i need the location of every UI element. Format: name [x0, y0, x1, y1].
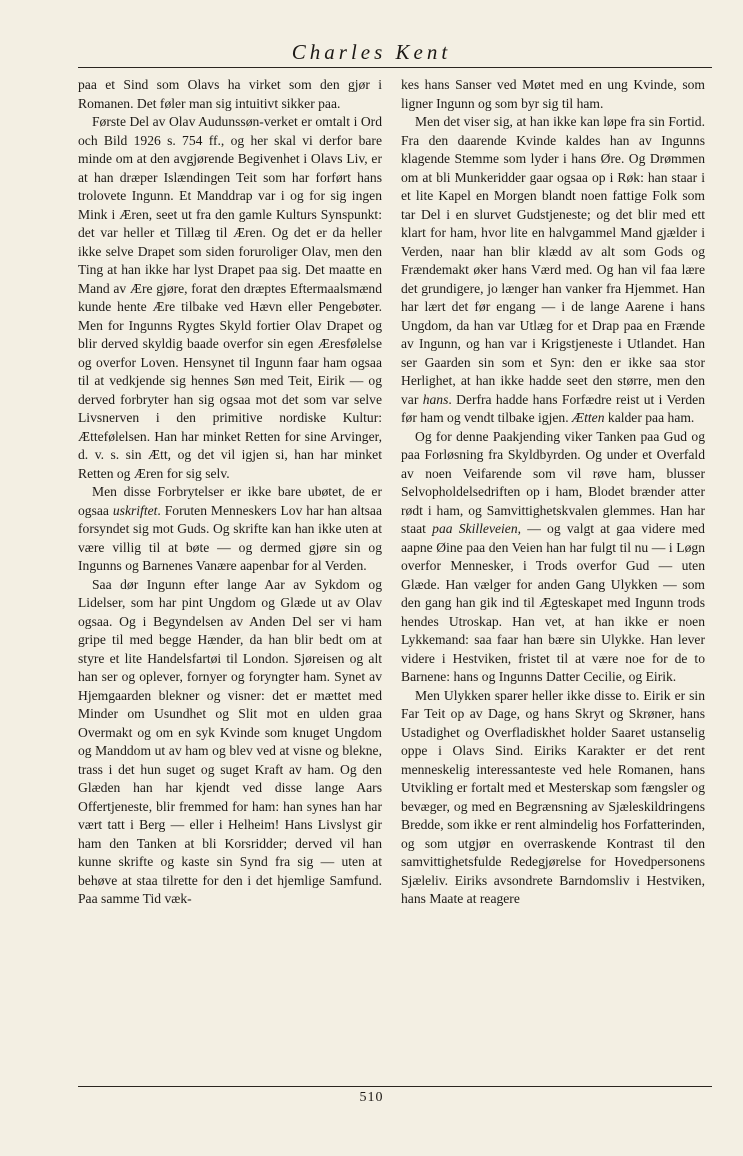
page-number: 510 [359, 1090, 384, 1105]
emphasized-text: uskriftet [112, 502, 158, 518]
text-run: Og for denne Paakjending viker Tanken paa Gud og paa Forløsning fra Skyldbyrden. Og under et Overfald av noen Veifarende som vil røve ham, blusser Selvopholdelsedriften op i ham, Blodet brænder atter rødt i ham, og Samvittighetskvalen glemmes. Han har staat [401, 428, 705, 536]
text-run: Men det viser sig, at han ikke kan løpe fra sin Fortid. Fra den daarende Kvinde kaldes han av Ingunns klagende Stemme som lyder i hans Øre. Og Drømmen om at bli Munkeridder gaar ogsaa op i Røk: han staar i et lite Kapel en Morgen blandt noen fattige Folk som tar Del i en slurvet Gudstjeneste; og det blir med ett klart for ham, hvor lite en halvgammel Mand gjælder i Verden, naar han blir klædd av alt som Gods og Frændemakt øker hans Værd med. Og han vil faa lære det grundigere, jo længer han vanker fra Hjemmet. Han har lært det før engang — i de lange Aarene i hans Ungdom, da han var Utlæg for et Drap paa en Frænde av Ingunn, og han var i Krigstjeneste i Utlandet. Han ser Gaarden sin som et Syn: den er ikke saa stor Herlighet, at han ikke hadde seet den større, men den var [401, 114, 705, 407]
paragraph [78, 576, 382, 909]
paragraph [78, 113, 382, 483]
emphasized-text: paa Skilleveien [432, 521, 518, 536]
paragraph [401, 113, 705, 428]
paragraph [78, 483, 382, 576]
left-text-column [78, 76, 382, 909]
right-text-column [401, 76, 705, 909]
text-run: paa et Sind som Olavs ha virket som den gjør i Romanen. Det føler man sig intuitivt sikker paa. [78, 77, 382, 111]
text-run: Men Ulykken sparer heller ikke disse to. Eirik er sin Far Teit op av Dage, og hans Skryt og Skrøner, hans Ustadighet og Overfladiskhet holder Saaret ustanselig oppe i Olavs Sind. Eiriks Karakter er det rent menneskelig interessanteste ved hele Romanen, hans Utvikling er fortalt med et Mesterskap som fængsler og bevæger, og med en Begrænsning av Sjæleskildringens Bredde, som ikke er rent almindelig hos Forfatterinden, og som utgjør en overraskende Kontrast til den samvittighetsfulde Redegjørelse for Hovedpersonens Sjæleliv. Eiriks avsondrete Barndomsliv i Hestviken, hans Maate at reagere [401, 687, 705, 906]
continued-paragraph [78, 76, 382, 113]
text-run: kes hans Sanser ved Møtet med en ung Kvinde, som ligner Ingunn og som byr sig til ham. [401, 77, 705, 111]
running-header: Charles Kent [291, 40, 452, 64]
paragraph [401, 687, 705, 909]
text-run: . Foruten Menneskers Lov har han altsaa forsyndet sig mot Guds. Og skrifte kan han ikke uten at være villig til at bøte — og dermed gjøre sin og Ingunns og Barnenes Vanære aapenbar for al Verden. [78, 502, 382, 573]
emphasized-text: Ætten [572, 410, 605, 425]
text-run: . Derfra hadde hans Forfædre reist ut i Verden før ham og vendt tilbake igjen. [401, 391, 705, 425]
continued-paragraph [401, 76, 705, 113]
emphasized-text: hans [422, 391, 449, 407]
text-run: Men disse Forbrytelser er ikke bare ubøtet, de er ogsaa [78, 484, 382, 518]
text-run: kalder paa ham. [604, 410, 695, 425]
paragraph [401, 428, 705, 687]
footer-rule [78, 1086, 712, 1087]
text-run: , — og valgt at gaa videre med aapne Øine paa den Veien han har fulgt til nu — i Løgn overfor Mennesker, i Trods overfor Gud — uten Glæde. Han vælger for anden Gang Ulykken — som den gang han gik ind til Ægteskapet med Ingunn trods hendes Utroskap. Han vet, at han ikke er noen Lykkemand: saa faar han bære sin Ulykke. Han lever videre i Hestviken, fristet til at være noe for de to Barnene: hans og Ingunns Datter Cecilie, og Eirik. [401, 521, 705, 684]
header-rule [78, 67, 712, 68]
text-run: Første Del av Olav Audunssøn-verket er omtalt i Ord och Bild 1926 s. 754 ff., og her skal vi derfor bare minde om at den avgjørende Begivenhet i Olavs Liv, er at han dræper Islændingen Teit som har forført hans trolovete Ingunn. Et Manddrap var i og for sig ingen Mink i Æren, seet ut fra den gamle Kulturs Synspunkt: det var heller et Tillæg til Æren. Og det er da heller ikke selve Drapet som siden foruroliger Olav, men den Ting at han ikke har lyst Drapet paa sig. Det maatte en Mand av Ære gjøre, forat den dræptes Eftermaalsmænd kunde hente Ære tilbake ved Hævn eller Pengebøter. Men for Ingunns Rygtes Skyld fortier Olav Drapet og blir derved skyldig baade overfor sin egen Æresfølelse og overfor Loven. Hensynet til Ingunn faar ham ogsaa til at vedkjende sig hennes Søn med Teit, Eirik — og derved forbryter han sig ogsaa mot det som var selve Livsnerven i den primitive nordiske Kultur: Ættefølelsen. Han har minket Retten for sine Arvinger, d. v. s. sin Ætt, og det vil igjen si, han har minket Retten og Æren for sig selv. [78, 114, 382, 481]
text-run: Saa dør Ingunn efter lange Aar av Sykdom og Lidelser, som har pint Ungdom og Glæde ut av Olav ogsaa. Og i Begyndelsen av Anden Del ser vi ham gripe til med begge Hænder, da han blir bedt om at styre et lite Handelsfartøi til London. Sjøreisen og alt han ser og oplever, fornyer og foryngter ham. Synet av Hjemgaarden blekner og visner: det er mættet med Minder om Usundhet og Slit mot en ulden graa Overmakt og om en syk Kvinde som knuget Ungdom og Manddom ut av ham og blev ved at visne og blekne, trass i det hun suget og suget Kraft av ham. Og den Glæden han har kjendt ved disse lange Aars Offertjeneste, blir fremmed for ham: han synes han har vært tatt i Berg — eller i Helheim! Hans Livslyst gir ham den Tanken at bli Korsridder; derved vil han kunne skrifte og kaste sin Synd fra sig — uten at behøve at staa tilrette for den i det hjemlige Samfund. Paa samme Tid væk- [78, 576, 382, 906]
